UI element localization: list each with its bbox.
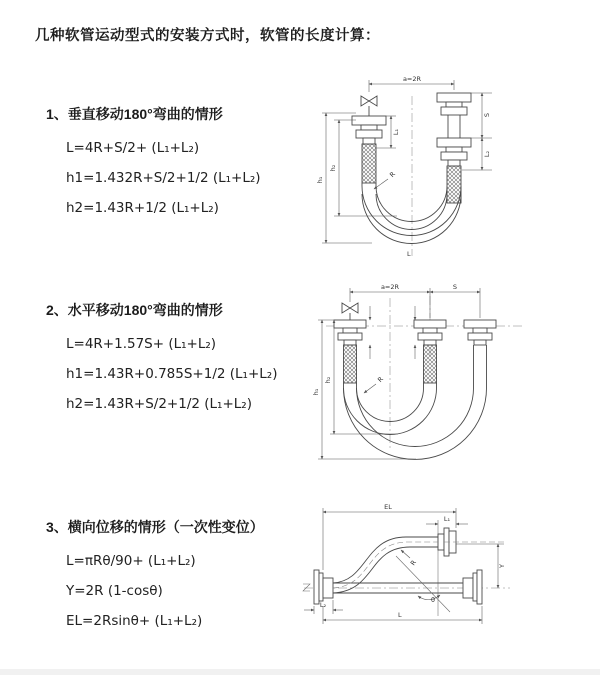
flange-fitting-right-upper: [437, 93, 471, 138]
formula-line: h2=1.43R+1/2 (L₁+L₂): [66, 200, 219, 216]
radius-label: R: [376, 375, 386, 385]
dimension-l: [323, 606, 482, 624]
section-2-heading: 2、水平移动180°弯曲的情形: [46, 302, 223, 318]
formula-line: h1=1.43R+0.785S+1/2 (L₁+L₂): [66, 366, 278, 382]
dimension-el: [323, 503, 456, 570]
dim-label-y: Y: [498, 564, 506, 568]
diagram-horizontal-180-bend: [308, 278, 548, 468]
diagram-lateral-displacement: [298, 498, 568, 653]
flange-fitting-left: [314, 570, 333, 604]
dimension-l2: [482, 138, 491, 170]
radius-leader: [364, 375, 385, 393]
flange-fitting-moved: [464, 320, 496, 345]
section-1: [46, 104, 261, 223]
section-3-formulas: [46, 546, 264, 636]
diagram-vertical-180-bend: [312, 68, 532, 263]
braid-section: [362, 144, 376, 183]
radius-label: R: [388, 170, 398, 180]
fitting-dimension-arrows: [370, 306, 415, 359]
braid-section: [447, 166, 461, 203]
radius-leader: [374, 170, 397, 189]
dim-label-s: S: [452, 283, 458, 291]
break-symbol: [303, 584, 310, 591]
formula-line: L=4R+1.57S+ (L₁+L₂): [66, 336, 217, 352]
section-1-formulas: [46, 133, 261, 223]
section-2-formulas: [46, 329, 277, 419]
valve-icon: [342, 303, 358, 320]
formula-line: EL=2Rsinθ+ (L₁+L₂): [66, 613, 203, 629]
radius-leader: [401, 550, 418, 567]
braid-section: [424, 345, 437, 383]
section-3: [46, 517, 264, 636]
flange-fitting-right: [463, 570, 482, 604]
dim-label-l1: L₁: [392, 128, 400, 136]
flange-fitting-right-lower: [437, 138, 471, 203]
dim-label-a2r: a=2R: [380, 283, 400, 291]
dim-label-l1: L₁: [443, 515, 451, 523]
angle-label: θ: [431, 596, 435, 604]
section-1-heading: 1、垂直移动180°弯曲的情形: [46, 106, 223, 122]
dimension-s: [430, 283, 480, 292]
formula-line: L=4R+S/2+ (L₁+L₂): [66, 140, 200, 156]
dim-label-el: EL: [384, 503, 392, 511]
hose-outline: [344, 345, 487, 459]
dim-label-l: L: [398, 611, 402, 619]
dim-label-l2: L₂: [483, 150, 491, 158]
formula-line: L=πRθ/90+ (L₁+L₂): [66, 553, 196, 569]
hose-outline: [362, 183, 461, 244]
dim-label-h2: h₂: [324, 376, 332, 384]
page-bottom-edge: [0, 669, 600, 675]
length-label: L: [407, 250, 411, 258]
page-title: 几种软管运动型式的安装方式时，软管的长度计算：: [35, 28, 380, 44]
formula-line: h1=1.432R+S/2+1/2 (L₁+L₂): [66, 170, 261, 186]
dim-label-l2: L₂: [319, 601, 327, 609]
flange-fitting-left: [352, 116, 386, 183]
angle-theta: [396, 556, 450, 612]
section-3-heading: 3、横向位移的情形（一次性变位）: [46, 519, 264, 535]
formula-line: h2=1.43R+S/2+1/2 (L₁+L₂): [66, 396, 252, 412]
dim-label-h1: h₁: [312, 388, 320, 396]
dim-label-a2r: a=2R: [402, 75, 422, 83]
dimension-a2r: [369, 75, 454, 92]
dim-label-h2: h₂: [329, 164, 337, 172]
formula-line: Y=2R (1-cosθ): [66, 583, 163, 599]
braid-section: [344, 345, 357, 383]
dim-label-s: S: [483, 112, 491, 118]
flange-fitting-middle: [414, 320, 446, 383]
dimension-l2: [304, 600, 343, 614]
radius-label: R: [408, 558, 418, 568]
dim-label-h1: h₁: [316, 176, 324, 184]
flange-fitting-left: [334, 320, 366, 383]
valve-icon: [361, 96, 377, 116]
section-2: [46, 300, 277, 419]
